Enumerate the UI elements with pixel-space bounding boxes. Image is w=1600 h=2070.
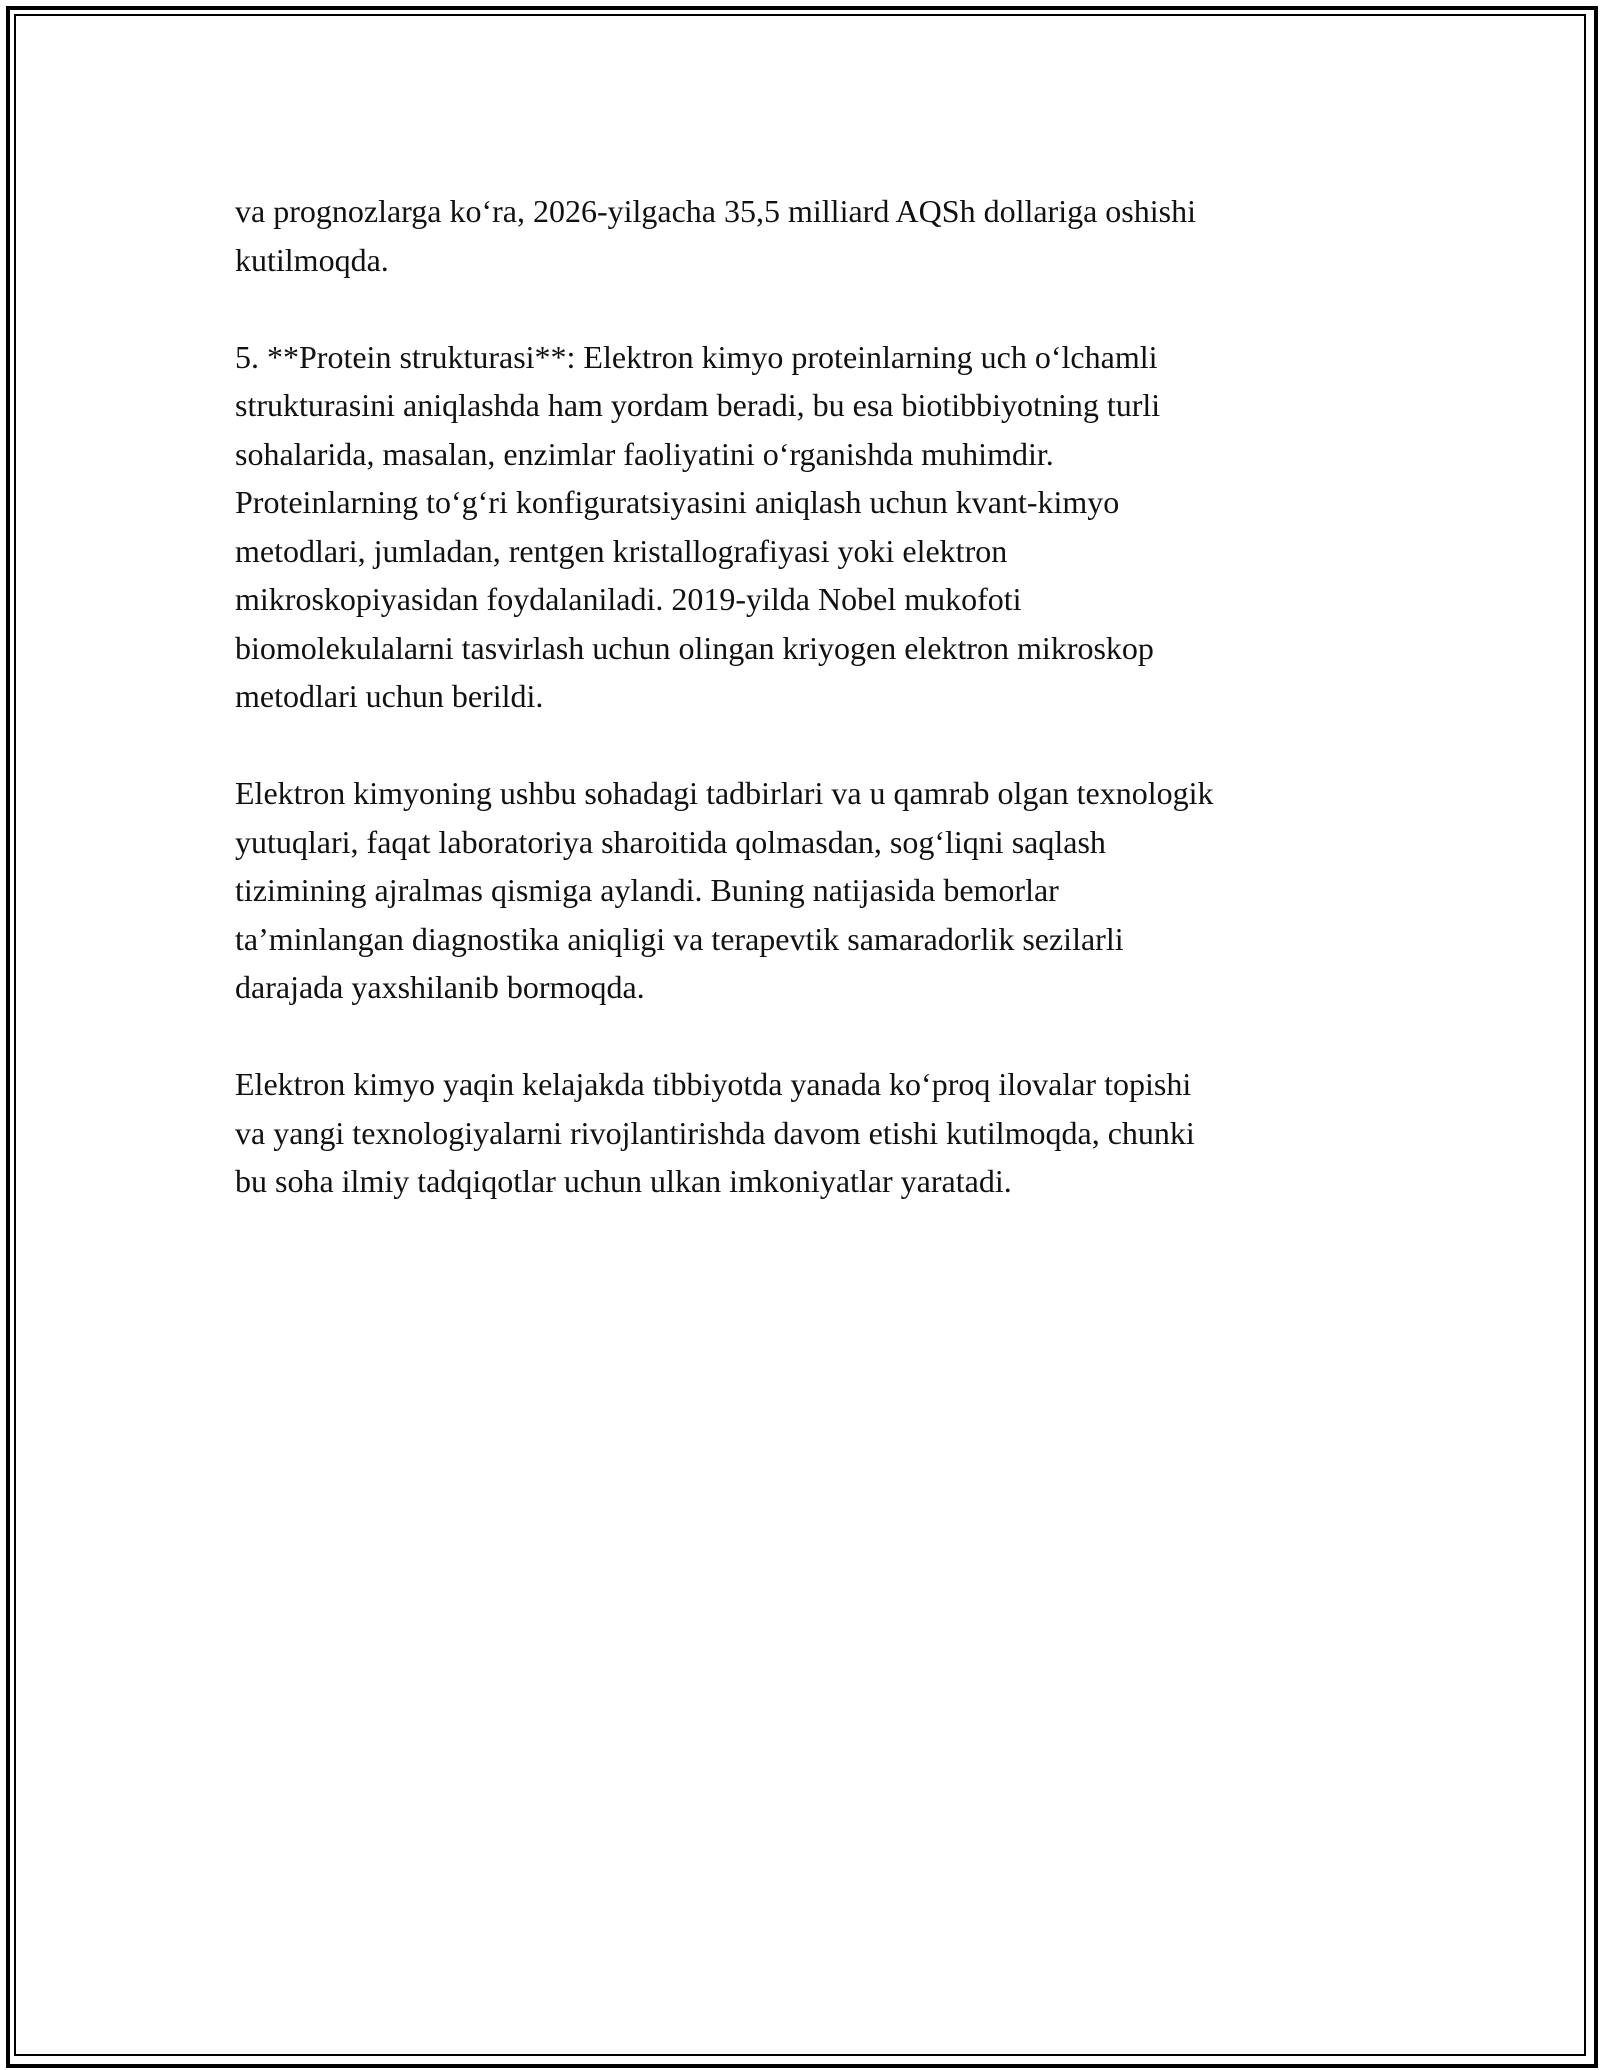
paragraph-protein-structure: [235, 333, 1385, 721]
text-line: ta’minlangan diagnostika aniqligi va terapevtik samaradorlik sezilarli: [235, 920, 1124, 957]
document-body: [235, 187, 1385, 1254]
text-line: kutilmoqda.: [235, 241, 389, 278]
text-line: metodlari, jumladan, rentgen kristallografiyasi yoki elektron: [235, 532, 1008, 569]
paragraph-healthcare-integration: [235, 769, 1385, 1012]
text-line: biomolekulalarni tasvirlash uchun olingan kriyogen elektron mikroskop: [235, 629, 1154, 666]
paragraph-market-forecast: [235, 187, 1385, 284]
text-line: metodlari uchun berildi.: [235, 678, 544, 714]
text-line: bu soha ilmiy tadqiqotlar uchun ulkan imkoniyatlar yaratadi.: [235, 1163, 1012, 1199]
text-line: yutuqlari, faqat laboratoriya sharoitida qolmasdan, sog‘liqni saqlash: [235, 823, 1106, 860]
text-line: strukturasini aniqlashda ham yordam beradi, bu esa biotibbiyotning turli: [235, 387, 1161, 423]
text-line: va prognozlarga ko‘ra, 2026-yilgacha 35,5 milliard AQSh dollariga oshishi: [235, 193, 1196, 229]
text-line: 5. **Protein strukturasi**: Elektron kimyo proteinlarning uch o‘lchamli: [235, 338, 1158, 375]
text-line: mikroskopiyasidan foydalaniladi. 2019-yilda Nobel mukofoti: [235, 581, 1022, 617]
text-line: Proteinlarning to‘g‘ri konfiguratsiyasini aniqlash uchun kvant-kimyo: [235, 484, 1120, 520]
text-line: tizimining ajralmas qismiga aylandi. Buning natijasida bemorlar: [235, 872, 1059, 908]
text-line: Elektron kimyoning ushbu sohadagi tadbirlari va u qamrab olgan texnologik: [235, 775, 1214, 811]
text-line: darajada yaxshilanib bormoqda.: [235, 969, 645, 1005]
text-line: sohalarida, masalan, enzimlar faoliyatini o‘rganishda muhimdir.: [235, 435, 1054, 472]
text-line: va yangi texnologiyalarni rivojlantirishda davom etishi kutilmoqda, chunki: [235, 1114, 1195, 1151]
paragraph-future-outlook: [235, 1060, 1385, 1206]
text-line: Elektron kimyo yaqin kelajakda tibbiyotda yanada ko‘proq ilovalar topishi: [235, 1066, 1192, 1102]
